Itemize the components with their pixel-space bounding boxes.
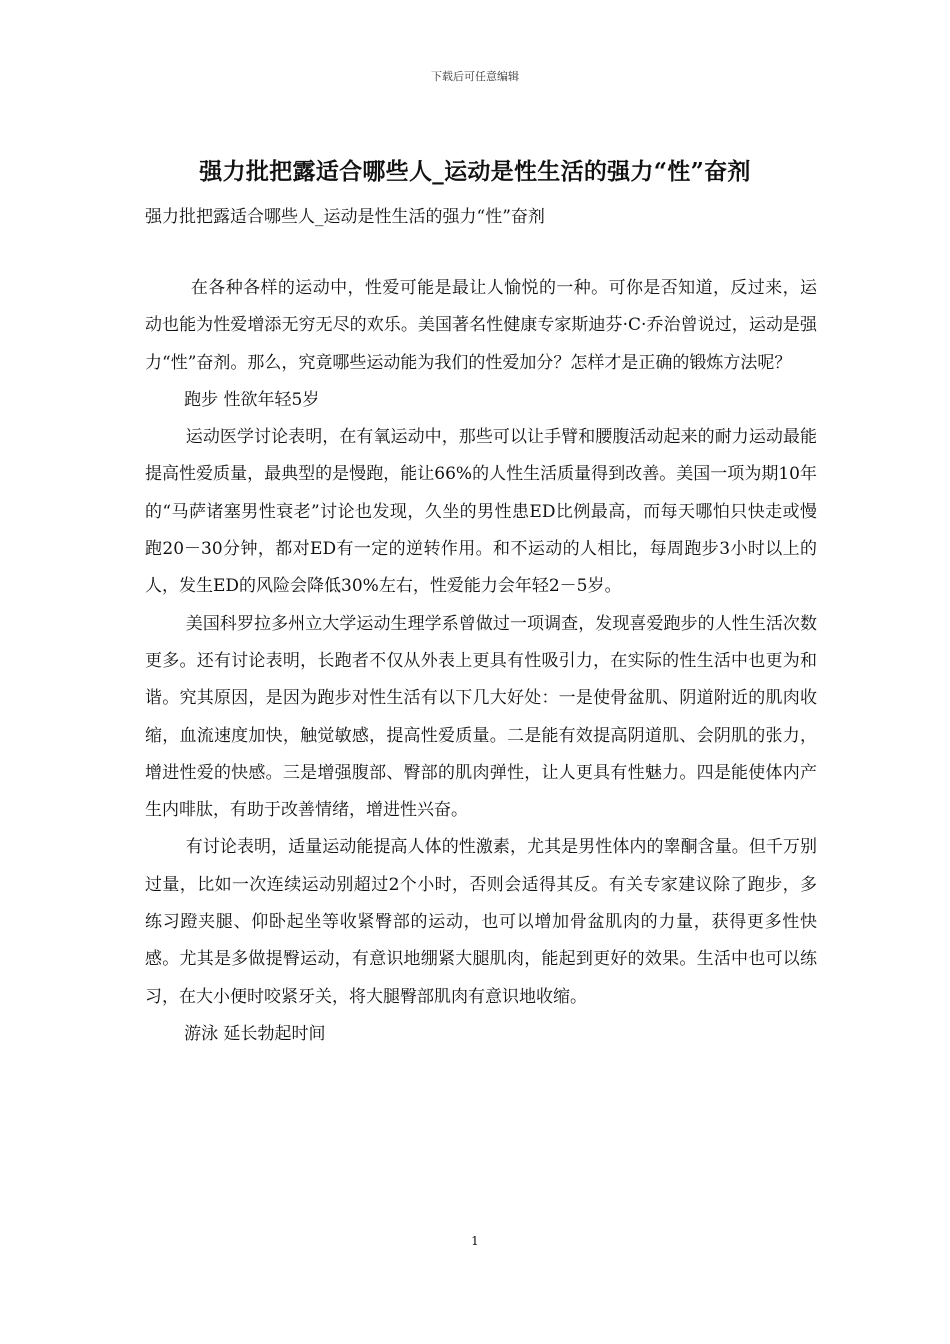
page-number: 1 bbox=[471, 1234, 479, 1248]
section-heading-swimming: 游泳 延长勃起时间 bbox=[184, 1023, 326, 1044]
section-heading-running: 跑步 性欲年轻5岁 bbox=[184, 389, 320, 410]
document-title: 强力批把露适合哪些人_运动是性生活的强力“性”奋剂 bbox=[199, 158, 751, 185]
paragraph-running-benefits: 美国科罗拉多州立大学运动生理学系曾做过一项调查，发现喜爱跑步的人性生活次数更多。还有讨论表明，长跑者不仅从外表上更具有性吸引力，在实际的性生活中也更为和谐。究其原因，是因为跑步对性生活有以下几大好处：一是使骨盆肌、阴道附近的肌肉收缩，血流速度加快，触觉敏感，提高性爱质量。二是能有效提高阴道肌、会阴肌的张力，增进性爱的快感。三是增强腹部、臀部的肌肉弹性，让人更具有性魅力。四是能使体内产生内啡肽，有助于改善情绪，增进性兴奋。 bbox=[145, 613, 817, 821]
document-subtitle: 强力批把露适合哪些人_运动是性生活的强力“性”奋剂 bbox=[145, 207, 545, 227]
header-note: 下载后可任意编辑 bbox=[431, 70, 519, 83]
document-body bbox=[145, 270, 817, 1053]
paragraph-running-research: 运动医学讨论表明，在有氧运动中，那些可以让手臂和腰腹活动起来的耐力运动最能提高性爱质量，最典型的是慢跑，能让66%的人性生活质量得到改善。美国一项为期10年的“马萨诸塞男性衰老”讨论也发现，久坐的男性患ED比例最高，而每天哪怕只快走或慢跑20－30分钟，都对ED有一定的逆转作用。和不运动的人相比，每周跑步3小时以上的人，发生ED的风险会降低30%左右，性爱能力会年轻2－5岁。 bbox=[145, 427, 817, 597]
paragraph-moderate-exercise: 有讨论表明，适量运动能提高人体的性激素，尤其是男性体内的睾酮含量。但千万别过量，比如一次连续运动别超过2个小时，否则会适得其反。有关专家建议除了跑步，多练习蹬夹腿、仰卧起坐等收紧臀部的运动，也可以增加骨盆肌肉的力量，获得更多性快感。尤其是多做提臀运动，有意识地绷紧大腿肌肉，能起到更好的效果。生活中也可以练习，在大小便时咬紧牙关，将大腿臀部肌肉有意识地收缩。 bbox=[145, 837, 817, 1007]
paragraph-intro: 在各种各样的运动中，性爱可能是最让人愉悦的一种。可你是否知道，反过来，运动也能为性爱增添无穷无尽的欢乐。美国著名性健康专家斯迪芬·C·乔治曾说过，运动是强力“性”奋剂。那么，究竟哪些运动能为我们的性爱加分？怎样才是正确的锻炼方法呢？ bbox=[145, 278, 817, 373]
